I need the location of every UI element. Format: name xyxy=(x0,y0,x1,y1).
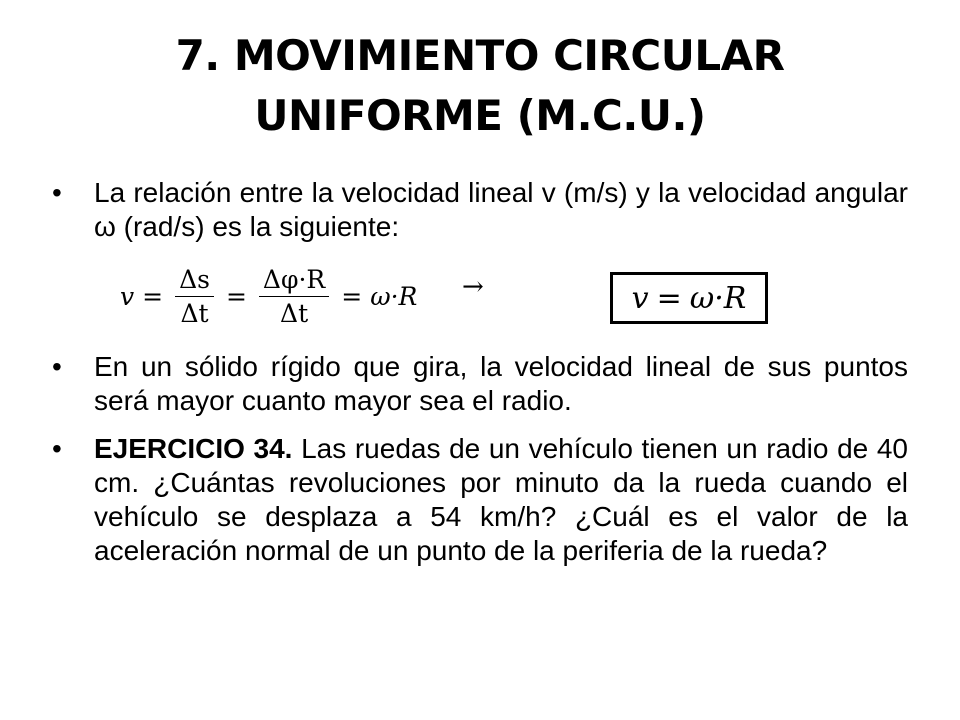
bullet-dot: • xyxy=(52,177,62,208)
eq-rhs: ω·R xyxy=(370,281,418,311)
fraction-dphi-r-dt xyxy=(259,265,329,328)
fraction-numerator: Δφ·R xyxy=(259,265,329,297)
fraction-numerator: Δs xyxy=(175,265,214,297)
fraction-denominator: Δt xyxy=(180,298,209,328)
eq-lhs: v xyxy=(120,281,135,311)
title-line-1: 7. MOVIMIENTO CIRCULAR xyxy=(175,31,785,80)
bullet-text xyxy=(94,432,908,568)
bullet-dot: • xyxy=(52,351,62,382)
fraction-denominator: Δt xyxy=(280,298,309,328)
bullet-text: En un sólido rígido que gira, la velocidad lineal de sus puntos será mayor cuanto mayor sea el radio. xyxy=(94,351,908,416)
result-eq-sign: = xyxy=(656,280,682,316)
bullet-text: La relación entre la velocidad lineal v (m/s) y la velocidad angular ω (rad/s) es la siguiente: xyxy=(94,177,908,242)
slide-title xyxy=(0,26,960,146)
eq-sign: = xyxy=(341,281,363,311)
result-rhs: ω·R xyxy=(689,280,747,316)
result-formula-box xyxy=(610,272,768,324)
fraction-ds-dt xyxy=(175,265,214,328)
exercise-statement: Las ruedas de un vehículo tienen un radio de 40 cm. ¿Cuántas revoluciones por minuto da la rueda cuando el vehículo se desplaza a 54 km/h? ¿Cuál es el valor de la aceleración normal de un punto de la periferia de la rueda? xyxy=(94,433,908,566)
bullet-dot: • xyxy=(52,433,62,464)
result-lhs: v xyxy=(631,280,649,316)
implies-arrow: → xyxy=(462,272,484,302)
bullet-rigid-solid xyxy=(52,350,908,418)
exercise-label: EJERCICIO 34. xyxy=(94,433,293,464)
title-line-2: UNIFORME (M.C.U.) xyxy=(254,91,706,140)
bullet-relation xyxy=(52,176,908,244)
bullet-exercise-34 xyxy=(52,432,908,568)
eq-sign: = xyxy=(225,281,247,311)
velocity-equation xyxy=(120,260,417,332)
eq-sign: = xyxy=(142,281,164,311)
